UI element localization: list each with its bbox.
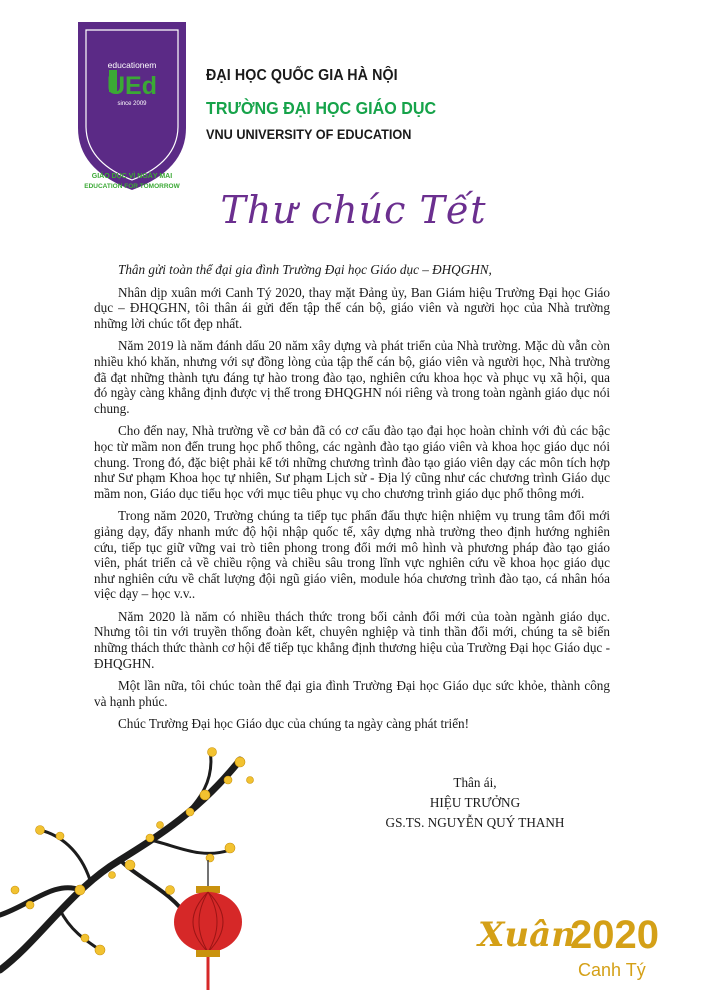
logo-since: since 2009 xyxy=(117,101,147,107)
letter-greeting: Thân gửi toàn thể đại gia đình Trường Đại học Giáo dục – ĐHQGHN, xyxy=(118,262,492,277)
signature-closing: Thân ái, xyxy=(453,775,497,790)
xuan-word: Xuân xyxy=(478,915,576,955)
header-english-name: VNU UNIVERSITY OF EDUCATION xyxy=(206,127,412,142)
signature-role: HIỆU TRƯỞNG xyxy=(429,795,521,810)
logo-slogan-en: EDUCATION FOR TOMORROW xyxy=(84,183,180,190)
letter-body xyxy=(94,262,610,739)
letter-title: Thư chúc Tết xyxy=(220,188,487,232)
signature-name: GS.TS. NGUYỄN QUÝ THANH xyxy=(385,815,565,830)
xuan-canh-ty: Canh Tý xyxy=(578,960,646,980)
paragraph-3: Cho đến nay, Nhà trường về cơ bản đã có cơ cấu đào tạo đại học hoàn chỉnh với đủ các bậc học từ mầm non đến trung học phổ thông, các ngành đào tạo giáo viên và khoa học giáo dục nói chung. Trong đó, đặc biệt phải kể tới những chương trình đào tạo giáo viên dạy các môn tích hợp như Sư phạm Khoa học tự nhiên, Sư phạm Lịch sử - Địa lý cũng như các chương trình Giáo dục mầm non, Giáo dục tiểu học với mục tiêu phục vụ cho chương trình giáo dục phổ thông mới. xyxy=(94,423,610,501)
logo-arc-text: educationem xyxy=(107,60,157,70)
signature-block xyxy=(350,773,600,833)
red-lantern-icon xyxy=(174,860,242,990)
xuan-year: 2020 xyxy=(570,913,659,957)
paragraph-7: Chúc Trường Đại học Giáo dục của chúng ta ngày càng phát triển! xyxy=(118,716,470,732)
apricot-branch-illustration xyxy=(0,740,300,1000)
header-national-university: ĐẠI HỌC QUỐC GIA HÀ NỘI xyxy=(206,67,398,84)
paragraph-4: Trong năm 2020, Trường chúng ta tiếp tục phấn đấu thực hiện nhiệm vụ trung tâm đổi mới giảng dạy, đẩy nhanh mức độ hội nhập quốc tế, xây dựng nhà trường theo định hướng nghiên cứu, tiếp tục giữ vững vai trò tiên phong trong đổi mới mô hình và phương pháp đào tạo giáo viên, phát triển cả về chiều rộng và chiều sâu trong lĩnh vực nghiên cứu về khoa học giáo dục như nghiên cứu về chất lượng đội ngũ giáo viên, module hóa chương trình đào tạo, cá nhân hóa việc dạy – học v.v.. xyxy=(94,508,610,602)
logo-slogan-vi: GIÁO DỤC VÌ NGÀY MAI xyxy=(91,173,173,180)
paragraph-2: Năm 2019 là năm đánh dấu 20 năm xây dựng và phát triển của Nhà trường. Mặc dù vẫn còn nhiều khó khăn, nhưng với sự đồng lòng của tập thể cán bộ, giáo viên và người học, Nhà trường đã đạt những thành tựu đáng tự hào trong đào tạo, nghiên cứu khoa học và phục vụ xã hội, qua đó ngày càng khẳng định được vị thế trong ĐHQGHN nói riêng và trong toàn ngành giáo dục nói chung. xyxy=(94,338,610,416)
logo-mark: UEd xyxy=(107,72,157,100)
university-logo xyxy=(76,20,188,192)
xuan-2020-emblem xyxy=(470,900,700,990)
header-school-name: TRƯỜNG ĐẠI HỌC GIÁO DỤC xyxy=(206,98,437,118)
paragraph-1: Nhân dịp xuân mới Canh Tý 2020, thay mặt Đảng ủy, Ban Giám hiệu Trường Đại học Giáo dục – ĐHQGHN, tôi thân ái gửi đến tập thể cán bộ, giáo viên và người học của Nhà trường những lời chúc tốt đẹp nhất. xyxy=(94,284,610,331)
paragraph-6: Một lần nữa, tôi chúc toàn thể đại gia đình Trường Đại học Giáo dục sức khỏe, thành công và hạnh phúc. xyxy=(94,678,610,709)
paragraph-5: Năm 2020 là năm có nhiều thách thức trong bối cảnh đổi mới của toàn ngành giáo dục. Nhưng tôi tin với truyền thống đoàn kết, chuyên nghiệp và tinh thần đổi mới, chúng ta sẽ biến những thách thức thành cơ hội để tiếp tục khẳng định thương hiệu của Trường Đại học Giáo dục - ĐHQGHN. xyxy=(94,608,610,671)
